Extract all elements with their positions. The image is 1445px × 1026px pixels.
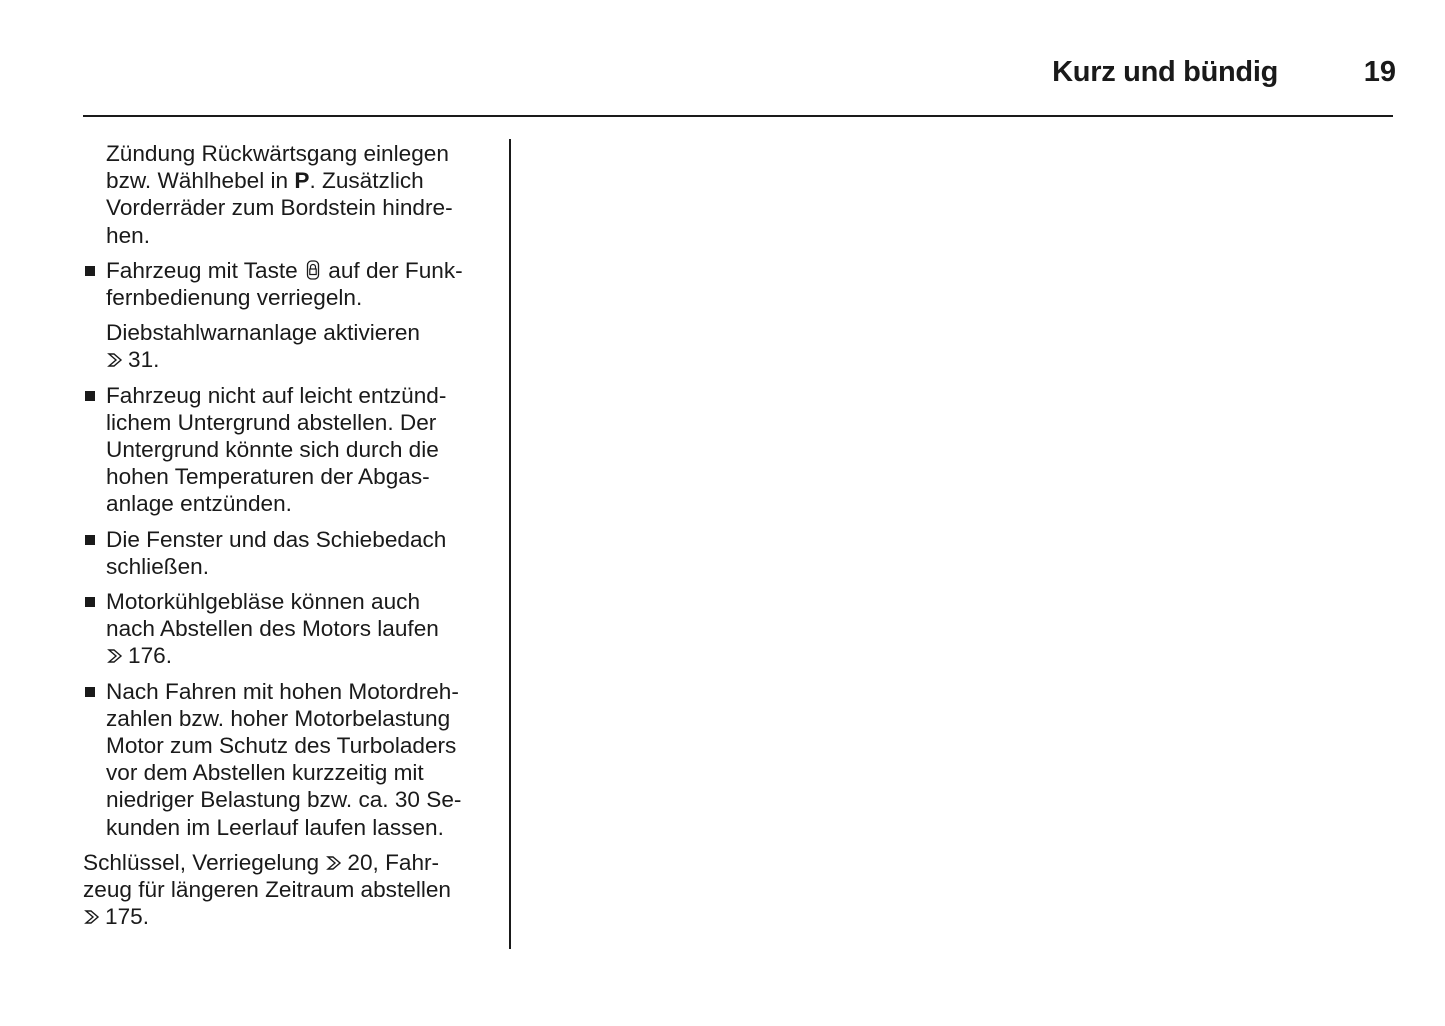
arrow-reference-icon [325,854,343,872]
text-column [83,140,493,938]
text-line: bzw. Wählhebel in P. Zusätzlich [106,168,424,194]
text-line: lichem Untergrund abstellen. Der [106,409,437,435]
text-line: Zündung Rückwärtsgang einlegen [106,141,449,166]
list-item-lock-vehicle [83,257,493,311]
text-line: Schlüssel, Verriegelung 20, Fahr- [83,849,440,875]
text-line: Vorderräder zum Bordstein hindre- [106,195,453,221]
intro-paragraph [83,140,493,249]
text-line: nach Abstellen des Motors laufen [106,616,439,642]
text-line: Fahrzeug nicht auf leicht entzünd- [106,382,447,408]
text-line: Motorkühlgebläse können auch [106,589,421,615]
text-line: kunden im Leerlauf laufen lassen. [106,814,444,840]
arrow-reference-icon [83,908,101,926]
text-line: hohen Temperaturen der Abgas- [106,464,430,490]
bullet-square-icon [85,597,95,607]
reference-link[interactable]: 20, Fahr- [325,850,439,875]
list-item-ground [83,382,493,518]
list-item-cooling-fan [83,588,493,670]
arrow-reference-icon [106,647,124,665]
bullet-square-icon [85,391,95,401]
text-line: Nach Fahren mit hohen Motordreh- [106,678,459,704]
bullet-square-icon [85,535,95,545]
text-line: fernbedienung verriegeln. [106,285,363,311]
footer-references [83,849,493,931]
column-divider [509,139,511,949]
text-line: Motor zum Schutz des Turboladers [106,733,457,759]
list-item-turbo [83,678,493,841]
reference-link[interactable]: 31. [106,346,493,373]
text-line: zeug für längeren Zeitraum abstellen [83,877,451,903]
page-number: 19 [1363,56,1396,88]
arrow-reference-icon [106,351,124,369]
text-line: schließen. [106,553,209,579]
bullet-square-icon [85,266,95,276]
text-line: niedriger Belastung bzw. ca. 30 Se- [106,787,462,813]
text-line: Untergrund könnte sich durch die [106,437,439,463]
reference-link[interactable]: 176. [106,642,493,669]
text-line: Diebstahlwarnanlage aktivieren [106,320,420,346]
text-line: Fahrzeug mit Taste auf der Funk- [106,257,463,283]
bullet-square-icon [85,687,95,697]
alarm-paragraph [83,319,493,373]
text-line: vor dem Abstellen kurzzeitig mit [106,760,424,786]
text-line: zahlen bzw. hoher Motorbelastung [106,705,451,731]
reference-link[interactable]: 175. [83,903,493,930]
gear-position-p: P [294,168,310,194]
header-divider [83,115,1393,117]
list-item-windows [83,526,493,580]
text-line: Die Fenster und das Schiebedach [106,526,447,552]
text-line: anlage entzünden. [106,491,292,517]
page-title: Kurz und bündig [1052,56,1278,88]
lock-key-icon [306,260,320,280]
text-line: hen. [106,222,150,248]
